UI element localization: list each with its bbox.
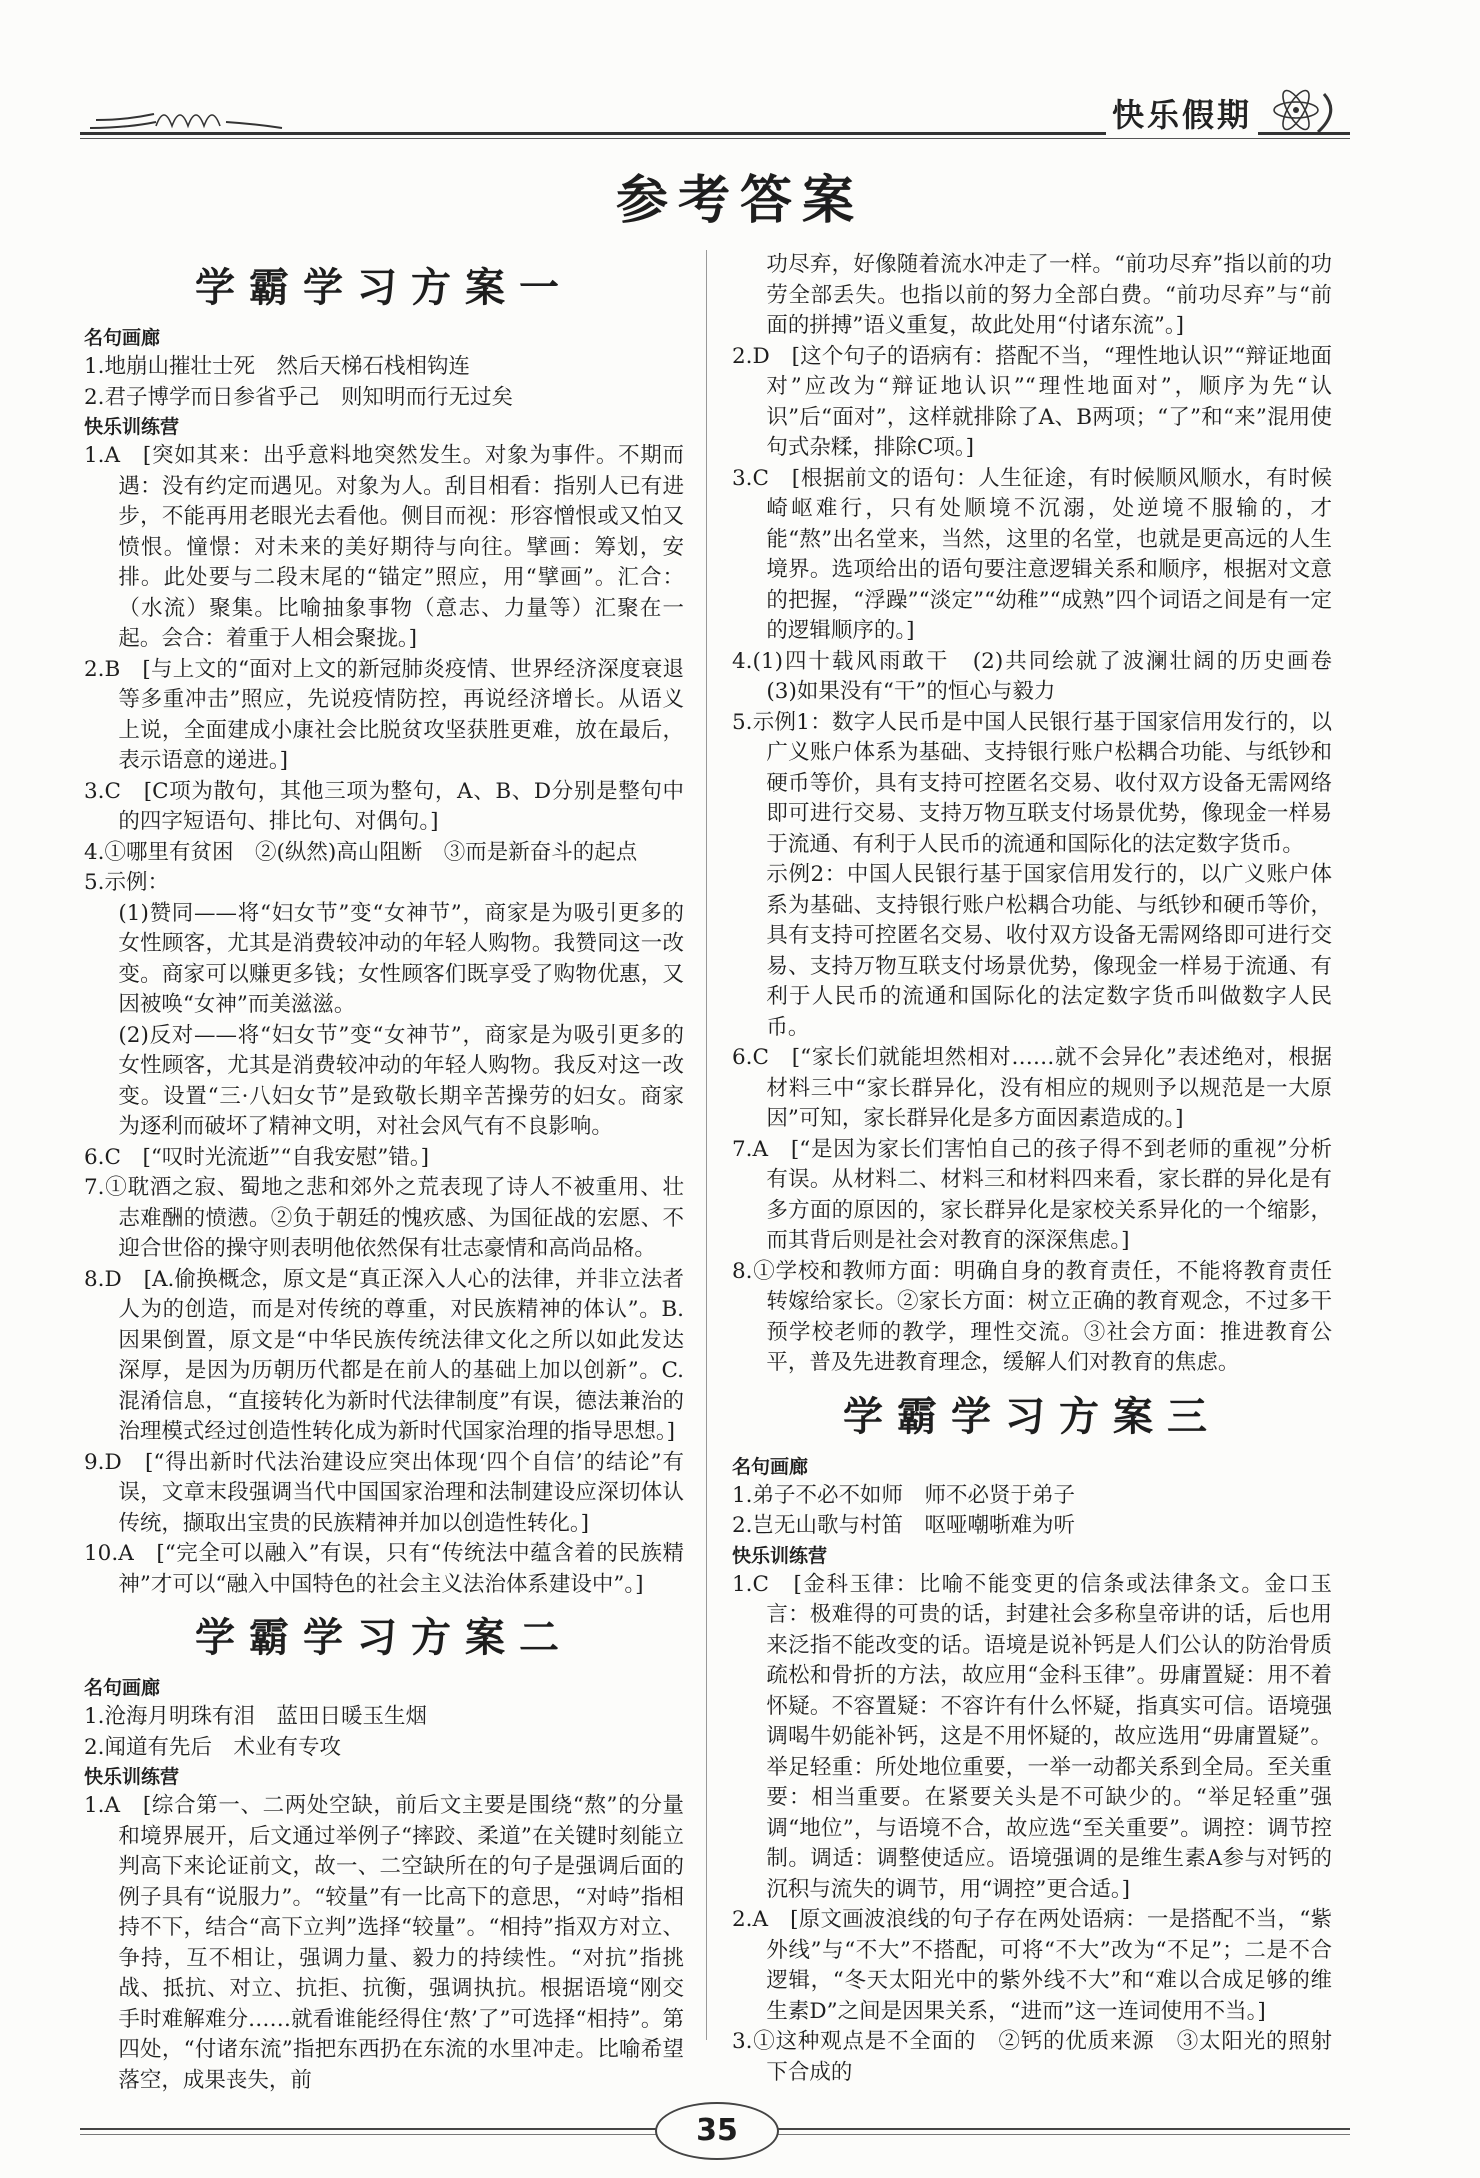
answer-item: 4.(1)四十载风雨敢干 (2)共同绘就了波澜壮阔的历史画卷 (3)如果没有“干”的恒心与毅力 <box>732 648 1354 704</box>
answer-item: 3.C [根据前文的语句：人生征途，有时候顺风顺水，有时候崎岖难行，只有处顺境不沉溺，处逆境不服输的，才能“熬”出名堂来，当然，这里的名堂，也就是更高远的人生境界。选项给出的语句要注意逻辑关系和顺序，根据对文意的把握，“浮躁”“淡定”“幼稚”“成熟”四个词语之间是有一定的逻辑顺序的。] <box>732 465 1332 643</box>
famous-lines-heading: 名句画廊 <box>84 327 161 349</box>
answer-item: 2.D [这个句子的语病有：搭配不当，“理性地认识”“辩证地面对”应改为“辩证地认识”“理性地面对”，顺序为先“认识”后“面对”，这样就排除了A、B两项；“了”和“来”混用使句式杂糅，排除C项。] <box>732 343 1332 460</box>
answer-item: 1.A [综合第一、二两处空缺，前后文主要是围绕“熬”的分量和境界展开，后文通过举例子“摔跤、柔道”在关键时刻能立判高下来论证前文，故一、二空缺所在的句子是强调后面的例子具有“说服力”。“较量”有一比高下的意思，“对峙”指相持不下，结合“高下立判”选择“较量”。“相持”指双方对立、争持，互不相让，强调力量、毅力的持续性。“对抗”指挑战、抵抗、对立、抗拒、抗衡，强调执抗。根据语境“刚交手时难解难分……就看谁能经得住‘熬’了”可选择“相持”。第四处，“付诸东流”指把东西扔在东流的水里冲走。比喻希望落空，成果丧失，前 <box>84 1793 684 2093</box>
answer-item: 9.D [“得出新时代法治建设应突出体现‘四个自信’的结论”有误，文章末段强调当代中国国家治理和法制建设应深切体认传统，撷取出宝贵的民族精神并加以创造性转化。] <box>84 1449 684 1536</box>
answer-item: 2.A [原文画波浪线的句子存在两处语病：一是搭配不当，“紫外线”与“不大”不搭配，可将“不大”改为“不足”；二是不合逻辑，“冬天太阳光中的紫外线不大”和“难以合成足够的维生素D”之间是因果关系，“进而”这一连词使用不当。] <box>732 1907 1332 2024</box>
answer-subitem: 示例2：中国人民银行基于国家信用发行的，以广义账户体系为基础、支持银行账户松耦合功能、与纸钞和硬币等价，具有支持可控匿名交易、收付双方设备无需网络即可进行交易、支持万物互联支付场景优势，像现金一样易于流通、有利于人民币的流通和国际化的法定数字货币叫做数字人民币。 <box>766 862 1332 1040</box>
right-column <box>732 250 1354 2088</box>
left-column <box>84 250 684 2096</box>
answer-item: 2.B [与上文的“面对上文的新冠肺炎疫情、世界经济深度衰退等多重冲击”照应，先说疫情防控，再说经济增长。从语义上说，全面建成小康社会比脱贫攻坚获胜更难，放在最后，表示语意的递进。] <box>84 656 684 773</box>
answer-item: 1.C [金科玉律：比喻不能变更的信条或法律条文。金口玉言：极难得的可贵的话，封建社会多称皇帝讲的话，后也用来泛指不能改变的话。语境是说补钙是人们公认的防治骨质疏松和骨折的方法，故应用“金科玉律”。毋庸置疑：用不着怀疑。不容置疑：不容许有什么怀疑，指真实可信。语境强调喝牛奶能补钙，这是不用怀疑的，故应选用“毋庸置疑”。举足轻重：所处地位重要，一举一动都关系到全局。至关重要：相当重要。在紧要关头是不可缺少的。“举足轻重”强调“地位”，与语境不合，故应选“至关重要”。调控：调节控制。调适：调整使适应。语境强调的是维生素A参与对钙的沉积与流失的调节，用“调控”更合适。] <box>732 1571 1332 1902</box>
famous-lines-heading: 名句画廊 <box>732 1455 809 1478</box>
answer-item: 3.①这种观点是不全面的 ②钙的优质来源 ③太阳光的照射下合成的 <box>732 2029 1332 2085</box>
page-header <box>80 88 1350 148</box>
section-title-1: 学霸学习方案一 <box>195 264 573 311</box>
column-divider <box>706 250 707 2040</box>
answer-item: 10.A [“完全可以融入”有误，只有“传统法中蕴含着的民族精神”才可以“融入中国特色的社会主义法治体系建设中”。] <box>84 1541 684 1597</box>
page-title: 参考答案 <box>615 170 864 231</box>
training-heading: 快乐训练营 <box>84 1766 180 1788</box>
famous-line: 1.弟子不必不如师 师不必贤于弟子 <box>732 1482 1076 1508</box>
section-title-3: 学霸学习方案三 <box>843 1392 1221 1440</box>
answer-item: 1.A [突如其来：出乎意料地突然发生。对象为事件。不期而遇：没有约定而遇见。对象为人。刮目相看：指别人已有进步，不能再用老眼光去看他。侧目而视：形容憎恨或又怕又愤恨。憧憬：对未来的美好期待与向往。擘画：筹划，安排。此处要与二段末尾的“锚定”照应，用“擘画”。汇合：（水流）聚集。比喻抽象事物（意志、力量等）汇聚在一起。会合：着重于人相会聚拢。] <box>84 443 684 651</box>
answer-continuation: 功尽弃，好像随着流水冲走了一样。“前功尽弃”指以前的功劳全部丢失。也指以前的努力全部白费。“前功尽弃”与“前面的拼搏”语义重复，故此处用“付诸东流”。] <box>766 252 1332 338</box>
answer-item: 7.①耽酒之寂、蜀地之悲和郊外之荒表现了诗人不被重用、壮志难酬的愤懑。②负于朝廷的愧疚感、为国征战的宏愿、不迎合世俗的操守则表明他依然保有壮志豪情和高尚品格。 <box>84 1175 684 1261</box>
training-heading: 快乐训练营 <box>84 416 180 438</box>
brand-title: 快乐假期 <box>1106 90 1258 136</box>
page-number: 35 <box>655 2102 779 2160</box>
answer-subitem: (1)赞同——将“妇女节”变“女神节”，商家是为吸引更多的女性顾客，尤其是消费较冲动的年轻人购物。我赞同这一改变。商家可以赚更多钱；女性顾客们既享受了购物优惠，又因被唤“女神”而美滋滋。 <box>118 900 684 1017</box>
training-heading: 快乐训练营 <box>732 1544 828 1567</box>
answer-subitem: (2)反对——将“妇女节”变“女神节”，商家是为吸引更多的女性顾客，尤其是消费较冲动的年轻人购物。我反对这一改变。设置“三·八妇女节”是致敬长期辛苦操劳的妇女。商家为逐利而破坏了精神文明，对社会风气有不良影响。 <box>118 1022 684 1139</box>
answer-item: 8.①学校和教师方面：明确自身的教育责任，不能将教育责任转嫁给家长。②家长方面：树立正确的教育观念，不过多干预学校老师的教学，理性交流。③社会方面：推进教育公平，普及先进教育理念，缓解人们对教育的焦虑。 <box>732 1258 1332 1375</box>
famous-line: 1.地崩山摧壮士死 然后天梯石栈相钩连 <box>84 354 471 379</box>
answer-item: 8.D [A.偷换概念，原文是“真正深入人心的法律，并非立法者人为的创造，而是对传统的尊重，对民族精神的体认”。B.因果倒置，原文是“中华民族传统法律文化之所以如此发达深厚，是因为历朝历代都是在前人的基础上加以创新”。C.混淆信息，“直接转化为新时代法律制度”有误，德法兼治的治理模式经过创造性转化成为新时代国家治理的指导思想。] <box>84 1266 684 1444</box>
famous-line: 2.君子博学而日参省乎己 则知明而行无过矣 <box>84 384 514 410</box>
answer-item: 6.C [“家长们就能坦然相对……就不会异化”表述绝对，根据材料三中“家长群异化，没有相应的规则予以规范是一大原因”可知，家长群异化是多方面因素造成的。] <box>732 1045 1332 1131</box>
answer-item: 5.示例1：数字人民币是中国人民银行基于国家信用发行的，以广义账户体系为基础、支持银行账户松耦合功能、与纸钞和硬币等价，具有支持可控匿名交易、收付双方设备无需网络即可进行交易、支持万物互联支付场景优势，像现金一样易于流通、有利于人民币的流通和国际化的法定数字货币。 <box>732 709 1332 857</box>
answer-item: 6.C [“叹时光流逝”“自我安慰”错。] <box>84 1144 429 1170</box>
atom-icon <box>1268 88 1338 136</box>
section-title-2: 学霸学习方案二 <box>195 1614 573 1661</box>
famous-line: 2.岂无山歌与村笛 呕哑嘲哳难为听 <box>732 1513 1076 1538</box>
answer-item: 5.示例： <box>84 870 170 895</box>
famous-line: 1.沧海月明珠有泪 蓝田日暖玉生烟 <box>84 1704 428 1729</box>
answer-item: 3.C [C项为散句，其他三项为整句，A、B、D分别是整句中的四字短语句、排比句、对偶句。] <box>84 778 684 834</box>
famous-lines-heading: 名句画廊 <box>84 1677 161 1699</box>
answer-item: 4.①哪里有贫困 ②(纵然)高山阻断 ③而是新奋斗的起点 <box>84 839 638 865</box>
flower-ornament-icon <box>86 98 286 134</box>
answer-item: 7.A [“是因为家长们害怕自己的孩子得不到老师的重视”分析有误。从材料二、材料三和材料四来看，家长群的异化是有多方面的原因的，家长群异化是家校关系异化的一个缩影，而其背后则是社会对教育的深深焦虑。] <box>732 1136 1332 1253</box>
famous-line: 2.闻道有先后 术业有专攻 <box>84 1734 342 1760</box>
